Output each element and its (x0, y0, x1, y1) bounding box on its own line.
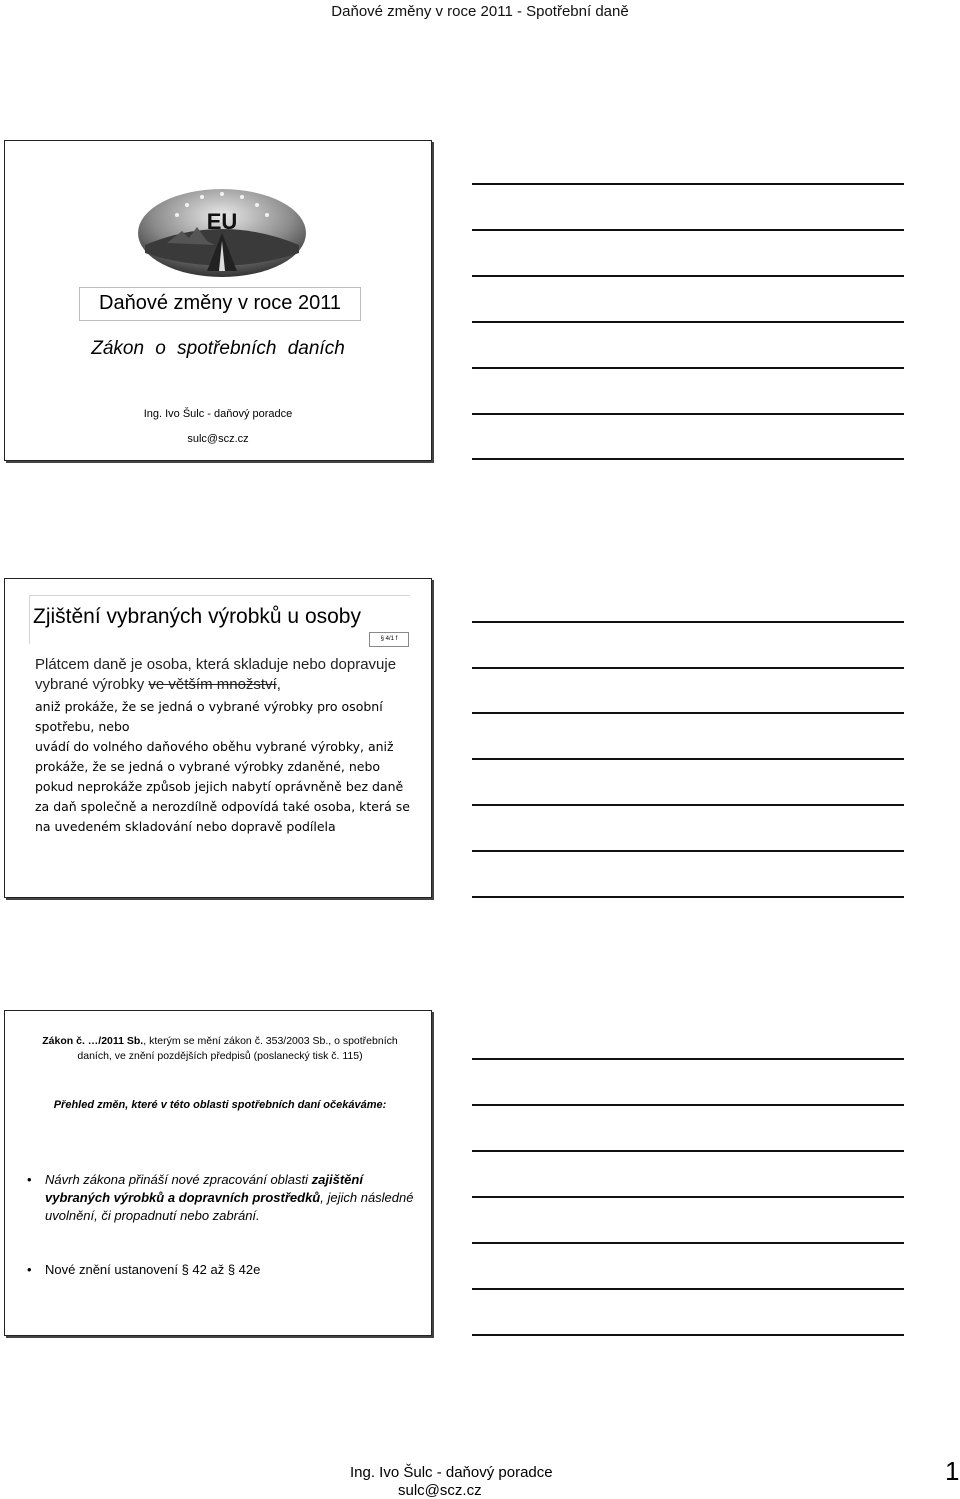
list-item: uvádí do volného daňového oběhu vybrané výrobky, aniž prokáže, že se jedná o vybrané výrobky zdaněné, nebo pokud neprokáže způsob jejich nabytí oprávněně bez daně (35, 739, 404, 794)
page-number: 1 (945, 1456, 960, 1486)
slide2-list (35, 697, 420, 837)
slide-title (4, 140, 432, 461)
slide-title-box (79, 287, 361, 321)
slide-title-text: Daňové změny v roce 2011 (99, 292, 341, 314)
paragraph-tag: § 4/1 f (369, 632, 409, 647)
law-reference: Zákon č. …/2011 Sb., kterým se mění zákon č. 353/2003 Sb., o spotřebních daních, ve znění pozdějších předpisů (poslanecký tisk č. 115) (42, 1035, 398, 1062)
strike-text: ve větším množství (148, 676, 277, 693)
slide-zakon (4, 1010, 432, 1336)
list-item: aniž prokáže, že se jedná o vybrané výrobky pro osobní spotřebu, nebo (35, 699, 383, 734)
bullet-list (27, 1171, 417, 1279)
slide2-title: Zjištění vybraných výrobků u osoby (33, 605, 361, 628)
slide2-paragraph: Plátcem daně je osoba, která skladuje nebo dopravuje vybrané výrobky ve větším množství, (35, 656, 397, 693)
bullet-item: • Nové znění ustanovení § 42 až § 42e (27, 1262, 261, 1277)
footer-email: sulc@scz.cz (398, 1482, 482, 1499)
footer-author: Ing. Ivo Šulc - daňový poradce (350, 1464, 553, 1481)
eu-logo (137, 183, 307, 278)
page-header-title: Daňové změny v roce 2011 - Spotřební daně (331, 3, 629, 20)
slide2-body (35, 655, 420, 837)
slide-author: Ing. Ivo Šulc - daňový poradce (143, 408, 293, 420)
changes-heading: Přehled změn, které v této oblasti spotřebních daní očekáváme: (53, 1099, 387, 1111)
slide-email: sulc@scz.cz (187, 433, 249, 445)
list-item: za daň společně a nerozdílně odpovídá také osoba, která se na uvedeném skladování nebo dopravě podílela (35, 799, 410, 834)
bullet-item: • Návrh zákona přináší nové zpracování oblasti zajištění vybraných výrobků a dopravních prostředků, jejich následné uvolnění, či propadnutí nebo zabrání. (27, 1172, 414, 1223)
slide-subtitle: Zákon o spotřebních daních (91, 338, 345, 359)
bullet-icon: • (27, 1262, 32, 1277)
slide-zjisteni (4, 578, 432, 898)
logo-text: EU (206, 209, 238, 234)
bullet-icon: • (27, 1172, 32, 1187)
